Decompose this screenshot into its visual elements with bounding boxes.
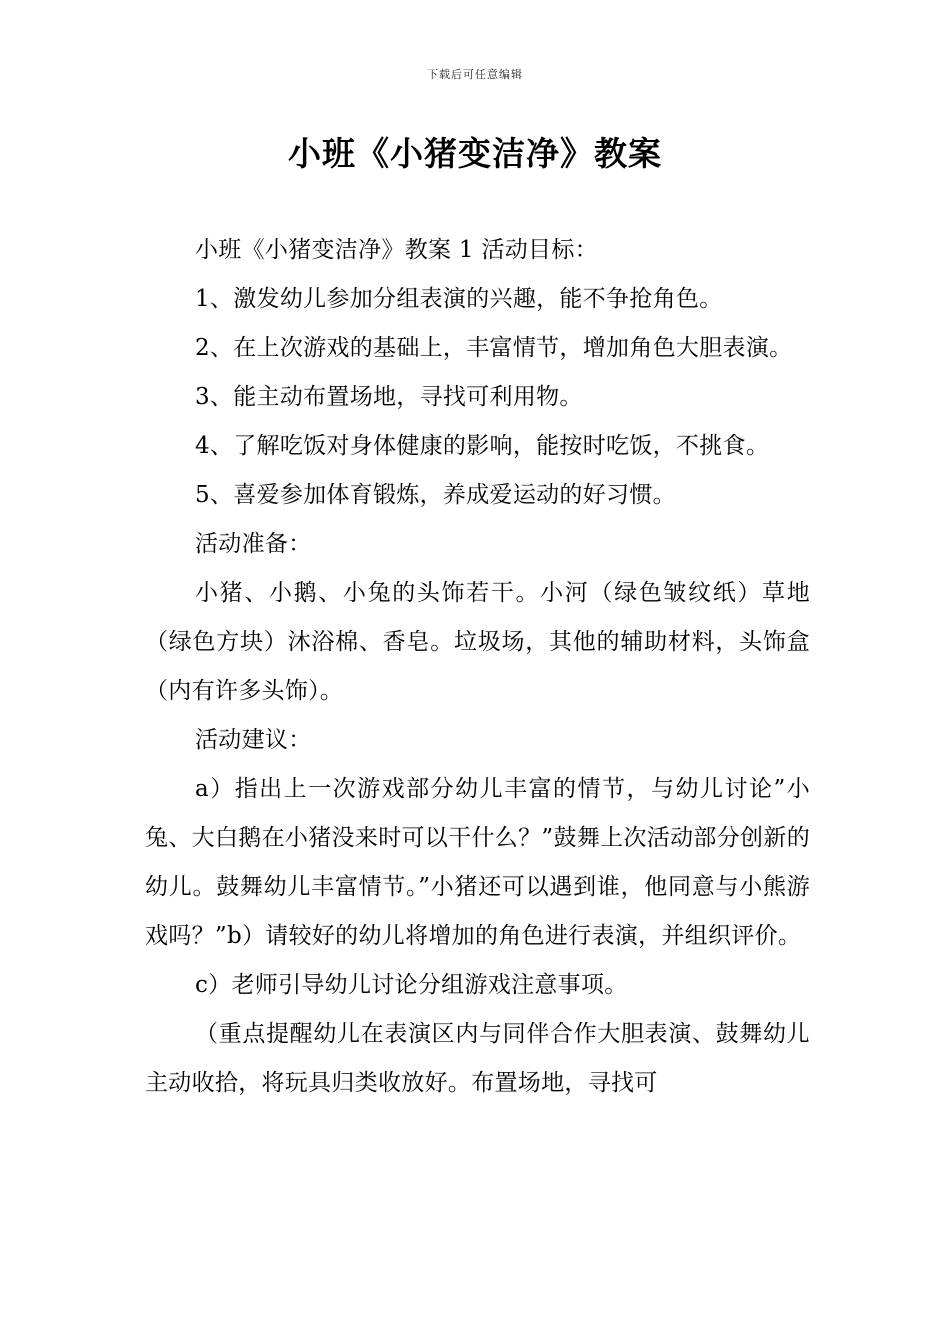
paragraph-objective-2: 2、在上次游戏的基础上，丰富情节，增加角色大胆表演。 bbox=[195, 335, 793, 361]
header-note: 下载后可任意编辑 bbox=[427, 68, 523, 81]
paragraph-suggestion-c: c）老师引导幼儿讨论分组游戏注意事项。 bbox=[195, 972, 628, 998]
paragraph-objective-3: 3、能主动布置场地，寻找可利用物。 bbox=[195, 384, 583, 410]
document-body bbox=[145, 226, 810, 1108]
document-title: 小班《小猪变洁净》教案 bbox=[288, 134, 662, 173]
paragraph-key-reminder: （重点提醒幼儿在表演区内与同伴合作大胆表演、鼓舞幼儿主动收拾，将玩具归类收放好。布置场地，寻找可 bbox=[145, 1021, 810, 1096]
paragraph-suggestion-ab: a）指出上一次游戏部分幼儿丰富的情节，与幼儿讨论”小兔、大白鹅在小猪没来时可以干什么？”鼓舞上次活动部分创新的幼儿。鼓舞幼儿丰富情节。”小猪还可以遇到谁，他同意与小熊游戏吗？”b）请较好的幼儿将增加的角色进行表演，并组织评价。 bbox=[145, 776, 810, 949]
paragraph-suggestions-heading: 活动建议： bbox=[195, 727, 312, 753]
paragraph-objective-1: 1、激发幼儿参加分组表演的兴趣，能不争抢角色。 bbox=[195, 286, 723, 312]
paragraph-preparation: 小猪、小鹅、小兔的头饰若干。小河（绿色皱纹纸）草地（绿色方块）沐浴棉、香皂。垃圾场，其他的辅助材料，头饰盒（内有许多头饰）。 bbox=[145, 580, 810, 704]
paragraph-preparation-heading: 活动准备： bbox=[195, 531, 312, 557]
paragraph-objective-4: 4、了解吃饭对身体健康的影响，能按时吃饭，不挑食。 bbox=[195, 433, 770, 459]
paragraph-objective-5: 5、喜爱参加体育锻炼，养成爱运动的好习惯。 bbox=[195, 482, 676, 508]
paragraph-objectives-heading: 小班《小猪变洁净》教案 1 活动目标： bbox=[195, 237, 598, 263]
